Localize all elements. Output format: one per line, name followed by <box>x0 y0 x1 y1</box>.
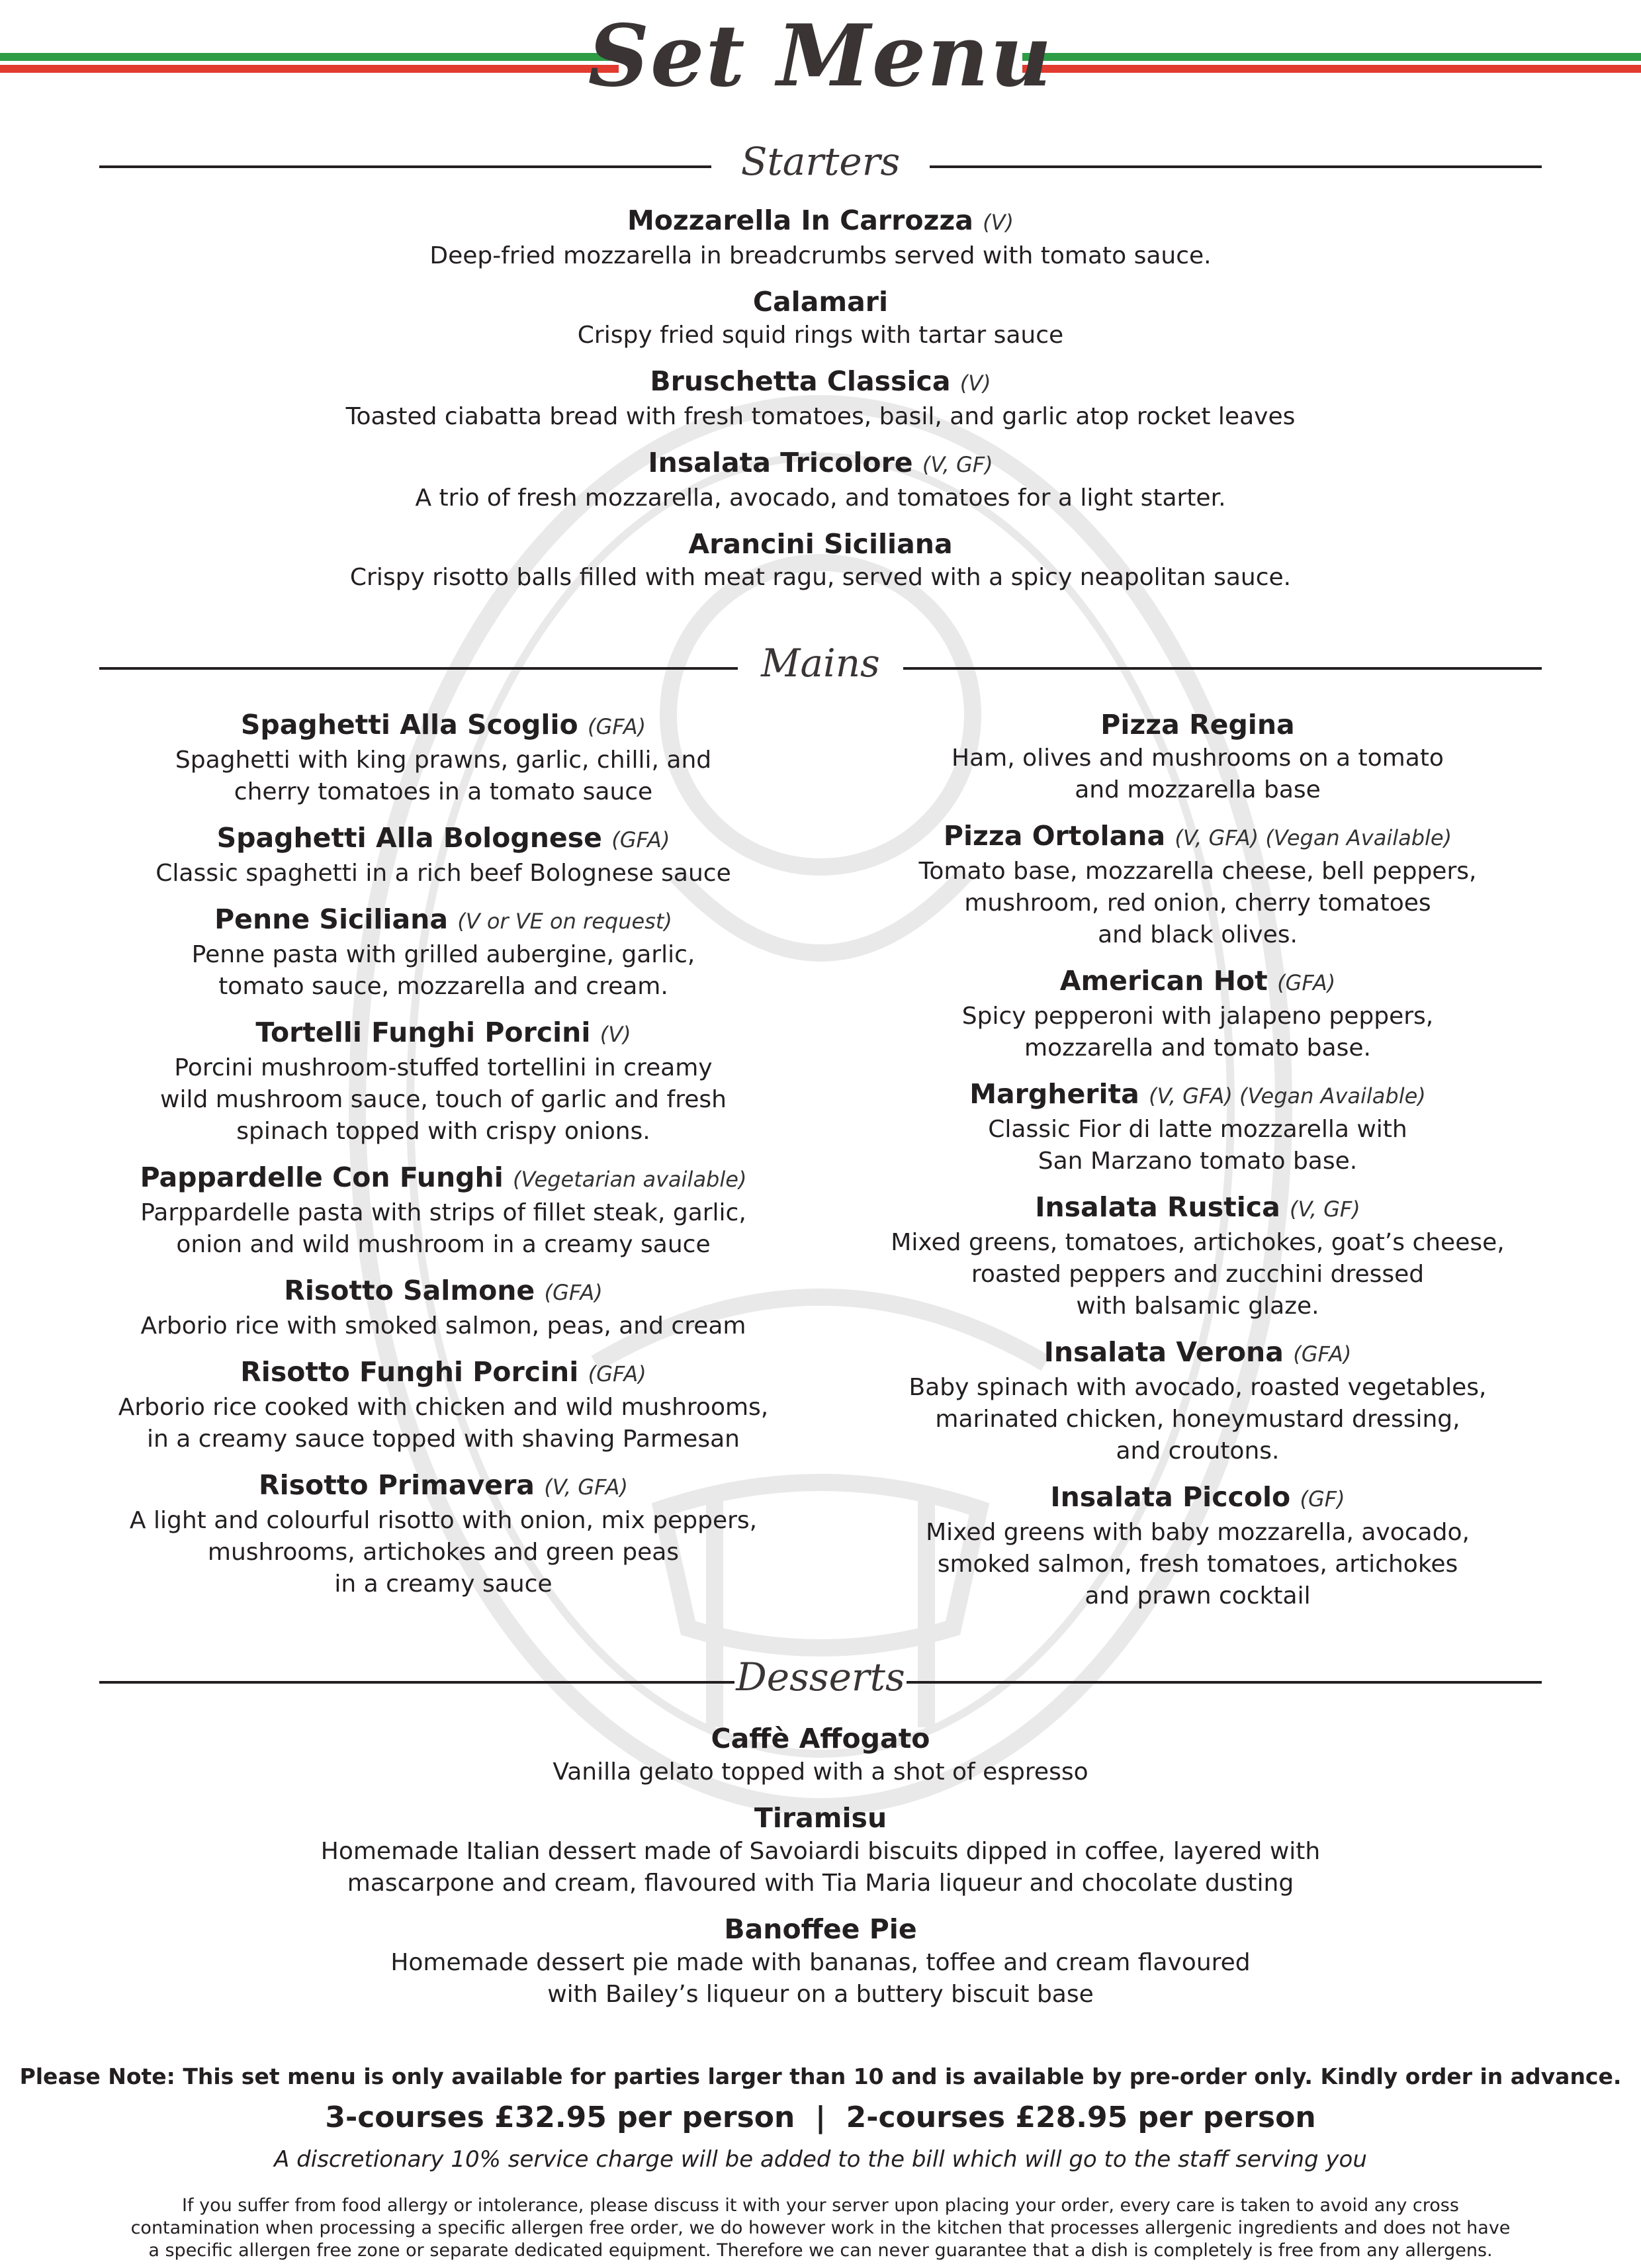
dish-name-line <box>834 1479 1562 1517</box>
description-line: Ham, olives and mushrooms on a tomato <box>952 745 1444 772</box>
description-line: Penne pasta with grilled aubergine, garlic, <box>191 941 695 968</box>
dietary-tag: (GFA) <box>544 1280 603 1305</box>
dish-name-line <box>834 707 1562 743</box>
main-item <box>79 820 807 889</box>
dietary-tag: (Vegetarian available) <box>513 1167 747 1192</box>
dish-name-line <box>79 707 807 745</box>
description-line: mushrooms, artichokes and green peas <box>207 1539 680 1566</box>
dish-description <box>159 1756 1482 1788</box>
description-line: and black olives. <box>1098 921 1298 948</box>
dish-description <box>159 1947 1482 2011</box>
dish-name-line <box>79 1467 807 1505</box>
dish-name-line <box>159 363 1482 401</box>
mains-heading: Mains <box>761 641 880 686</box>
description-line: Porcini mushroom-stuffed tortellini in creamy <box>174 1054 713 1081</box>
dietary-tag: (V) <box>959 371 991 396</box>
price-line: 3-courses £32.95 per person | 2-courses £28.95 per person <box>325 2101 1316 2134</box>
dish-description <box>159 482 1482 514</box>
description-line: marinated chicken, honeymustard dressing, <box>935 1406 1460 1433</box>
description-line: Vanilla gelato topped with a shot of espresso <box>553 1758 1088 1786</box>
allergy-disclaimer <box>0 2195 1641 2262</box>
main-item <box>834 1189 1562 1322</box>
dish-name: Calamari <box>752 286 889 318</box>
desserts-heading: Desserts <box>736 1655 905 1700</box>
description-line: Arborio rice cooked with chicken and wild mushrooms, <box>118 1394 769 1421</box>
dish-name-line <box>834 1189 1562 1227</box>
please-note-label: Please Note: <box>19 2064 175 2089</box>
dish-name: Spaghetti Alla Scoglio <box>240 709 578 741</box>
main-item <box>834 818 1562 951</box>
description-line: Parppardelle pasta with strips of fillet steak, garlic, <box>140 1199 746 1226</box>
dish-name: Penne Siciliana <box>214 903 448 935</box>
mains-right-column <box>834 707 1562 1624</box>
starter-item <box>159 363 1482 433</box>
allergy-line: a specific allergen free zone or separate dedicated equipment. Therefore we can never guarantee that a dish is completely is free from any allergens. <box>148 2240 1493 2261</box>
dietary-tag: (GFA) <box>588 1361 646 1386</box>
dish-name-line <box>834 963 1562 1001</box>
description-line: Classic spaghetti in a rich beef Bolognese sauce <box>155 860 731 887</box>
dish-name-line <box>79 901 807 939</box>
dietary-tag: (V, GFA) (Vegan Available) <box>1175 825 1452 850</box>
dessert-item <box>159 1911 1482 2011</box>
dish-description <box>79 1392 807 1455</box>
starter-item <box>159 203 1482 272</box>
dish-name: Insalata Rustica <box>1035 1191 1280 1223</box>
description-line: Crispy risotto balls filled with meat ragu, served with a spicy neapolitan sauce. <box>349 564 1292 591</box>
main-item <box>834 1334 1562 1467</box>
dish-name: Insalata Verona <box>1043 1336 1284 1368</box>
dish-name-line <box>834 1334 1562 1372</box>
dish-name: Tortelli Funghi Porcini <box>255 1017 591 1048</box>
dish-description <box>834 1001 1562 1064</box>
dish-description <box>79 1197 807 1261</box>
description-line: wild mushroom sauce, touch of garlic and fresh <box>160 1086 727 1113</box>
desserts-list <box>159 1721 1482 2022</box>
dish-name-line <box>159 284 1482 320</box>
description-line: Spicy pepperoni with jalapeno peppers, <box>961 1003 1434 1030</box>
dish-description <box>79 1052 807 1148</box>
dish-name: Pizza Ortolana <box>943 820 1166 852</box>
starters-list <box>159 203 1482 606</box>
section-heading-starters <box>99 139 1542 192</box>
dish-name: Risotto Salmone <box>284 1275 535 1306</box>
starter-item <box>159 526 1482 594</box>
starter-item <box>159 445 1482 514</box>
dietary-tag: (V, GFA) (Vegan Available) <box>1149 1083 1426 1109</box>
description-line: Deep-fried mozzarella in breadcrumbs served with tomato sauce. <box>429 242 1212 269</box>
dietary-tag: (V, GFA) <box>544 1474 628 1500</box>
description-line: Mixed greens, tomatoes, artichokes, goat’s cheese, <box>891 1229 1505 1256</box>
description-line: mushroom, red onion, cherry tomatoes <box>964 889 1431 917</box>
description-line: Crispy fried squid rings with tartar sauce <box>577 322 1064 349</box>
description-line: spinach topped with crispy onions. <box>236 1118 650 1145</box>
allergy-line: contamination when processing a specific allergen free order, we do however work in the kitchen that processes allergenic ingredients and does not have <box>130 2218 1511 2238</box>
dish-description <box>79 939 807 1003</box>
description-line: cherry tomatoes in a tomato sauce <box>234 778 653 805</box>
dish-name-line <box>159 1911 1482 1947</box>
dietary-tag: (GFA) <box>611 827 670 852</box>
dish-name-line <box>159 1800 1482 1836</box>
dish-description <box>834 743 1562 806</box>
dish-name-line <box>159 203 1482 240</box>
main-item <box>834 963 1562 1064</box>
description-line: Mixed greens with baby mozzarella, avocado, <box>926 1519 1470 1546</box>
page-title: Set Menu <box>588 7 1053 106</box>
dish-name: Risotto Funghi Porcini <box>240 1356 579 1388</box>
dietary-tag: (V) <box>983 210 1014 235</box>
please-note <box>0 2064 1641 2089</box>
description-line: smoked salmon, fresh tomatoes, artichokes <box>937 1551 1458 1578</box>
main-item <box>834 1076 1562 1177</box>
dietary-tag: (GFA) <box>1277 970 1336 995</box>
dish-description <box>834 1517 1562 1612</box>
dish-description <box>159 320 1482 351</box>
dish-description <box>159 240 1482 272</box>
dish-description <box>834 1114 1562 1177</box>
dish-name-line <box>159 1721 1482 1756</box>
dietary-tag: (V, GF) <box>922 452 993 477</box>
dish-name: Pizza Regina <box>1100 709 1295 741</box>
dish-description <box>79 1310 807 1342</box>
starter-item <box>159 284 1482 351</box>
description-line: and mozzarella base <box>1075 776 1321 803</box>
description-line: in a creamy sauce topped with shaving Parmesan <box>147 1426 740 1453</box>
dish-name: Insalata Tricolore <box>648 447 913 478</box>
description-line: with Bailey’s liqueur on a buttery biscuit base <box>547 1981 1094 2008</box>
dietary-tag: (GFA) <box>1293 1341 1352 1367</box>
dish-name: Arancini Siciliana <box>688 528 953 560</box>
dish-name: American Hot <box>1059 965 1268 997</box>
main-item <box>79 1159 807 1261</box>
description-line: Tomato base, mozzarella cheese, bell peppers, <box>918 858 1477 885</box>
allergy-line: If you suffer from food allergy or intolerance, please discuss it with your server upon placing your order, every care is taken to avoid any cross <box>182 2195 1459 2216</box>
dietary-tag: (GF) <box>1300 1486 1345 1512</box>
main-item <box>79 901 807 1003</box>
description-line: San Marzano tomato base. <box>1038 1148 1358 1175</box>
dish-description <box>159 401 1482 433</box>
dish-name: Mozzarella In Carrozza <box>627 204 973 236</box>
dish-description <box>834 1227 1562 1322</box>
mains-left-column <box>79 707 807 1612</box>
description-line: roasted peppers and zucchini dressed <box>971 1261 1425 1288</box>
description-line: Arborio rice with smoked salmon, peas, and cream <box>140 1312 746 1339</box>
description-line: Classic Fior di latte mozzarella with <box>988 1116 1407 1143</box>
dish-description <box>159 1836 1482 1899</box>
dish-name-line <box>79 1354 807 1392</box>
dietary-tag: (V or VE on request) <box>457 909 672 934</box>
dish-name-line <box>79 1273 807 1310</box>
dish-description <box>159 562 1482 594</box>
section-heading-mains <box>99 641 1542 694</box>
dietary-tag: (GFA) <box>587 714 646 739</box>
dish-description <box>834 1372 1562 1467</box>
dish-name: Caffè Affogato <box>711 1723 930 1754</box>
dish-name: Margherita <box>969 1078 1139 1110</box>
main-item <box>79 1015 807 1148</box>
section-heading-desserts <box>99 1655 1542 1707</box>
dessert-item <box>159 1800 1482 1899</box>
dish-name: Risotto Primavera <box>259 1469 535 1501</box>
dish-description <box>79 1505 807 1600</box>
main-item <box>79 1354 807 1455</box>
description-line: onion and wild mushroom in a creamy sauce <box>176 1231 711 1258</box>
dish-name-line <box>834 1076 1562 1114</box>
dish-name: Insalata Piccolo <box>1050 1481 1291 1513</box>
dish-name: Banoffee Pie <box>724 1913 917 1945</box>
dish-description <box>79 745 807 808</box>
description-line: Baby spinach with avocado, roasted vegetables, <box>909 1374 1487 1401</box>
description-line: with balsamic glaze. <box>1076 1293 1319 1320</box>
description-line: tomato sauce, mozzarella and cream. <box>218 973 668 1000</box>
main-item <box>834 707 1562 806</box>
description-line: A trio of fresh mozzarella, avocado, and tomatoes for a light starter. <box>415 484 1226 512</box>
description-line: mascarpone and cream, flavoured with Tia Maria liqueur and chocolate dusting <box>347 1870 1294 1897</box>
dish-name-line <box>79 1159 807 1197</box>
description-line: mozzarella and tomato base. <box>1024 1034 1371 1062</box>
dish-name-line <box>79 1015 807 1052</box>
main-item <box>834 1479 1562 1612</box>
dish-name: Pappardelle Con Funghi <box>140 1161 504 1193</box>
description-line: Homemade Italian dessert made of Savoiardi biscuits dipped in coffee, layered with <box>320 1838 1321 1865</box>
description-line: in a creamy sauce <box>334 1570 553 1598</box>
description-line: and prawn cocktail <box>1085 1582 1311 1610</box>
dish-name: Tiramisu <box>754 1802 887 1834</box>
description-line: and croutons. <box>1116 1437 1280 1465</box>
description-line: Toasted ciabatta bread with fresh tomatoes, basil, and garlic atop rocket leaves <box>345 403 1296 430</box>
dessert-item <box>159 1721 1482 1788</box>
service-charge-note: A discretionary 10% service charge will be added to the bill which will go to the staff serving you <box>274 2146 1367 2173</box>
dish-name: Bruschetta Classica <box>650 365 951 397</box>
dish-description <box>79 858 807 889</box>
description-line: A light and colourful risotto with onion, mix peppers, <box>129 1507 758 1534</box>
main-item <box>79 707 807 808</box>
please-note-text: This set menu is only available for parties larger than 10 and is available by pre-order only. Kindly order in advance. <box>175 2064 1622 2089</box>
dietary-tag: (V) <box>599 1022 631 1047</box>
dish-name-line <box>834 818 1562 856</box>
dish-name-line <box>159 445 1482 482</box>
description-line: Spaghetti with king prawns, garlic, chilli, and <box>175 747 712 774</box>
dietary-tag: (V, GF) <box>1290 1197 1360 1222</box>
description-line: Homemade dessert pie made with bananas, toffee and cream flavoured <box>390 1949 1251 1976</box>
main-item <box>79 1273 807 1342</box>
dish-name-line <box>79 820 807 858</box>
dish-name-line <box>159 526 1482 562</box>
dish-name: Spaghetti Alla Bolognese <box>216 822 602 854</box>
dish-description <box>834 856 1562 951</box>
starters-heading: Starters <box>740 139 901 184</box>
main-item <box>79 1467 807 1600</box>
